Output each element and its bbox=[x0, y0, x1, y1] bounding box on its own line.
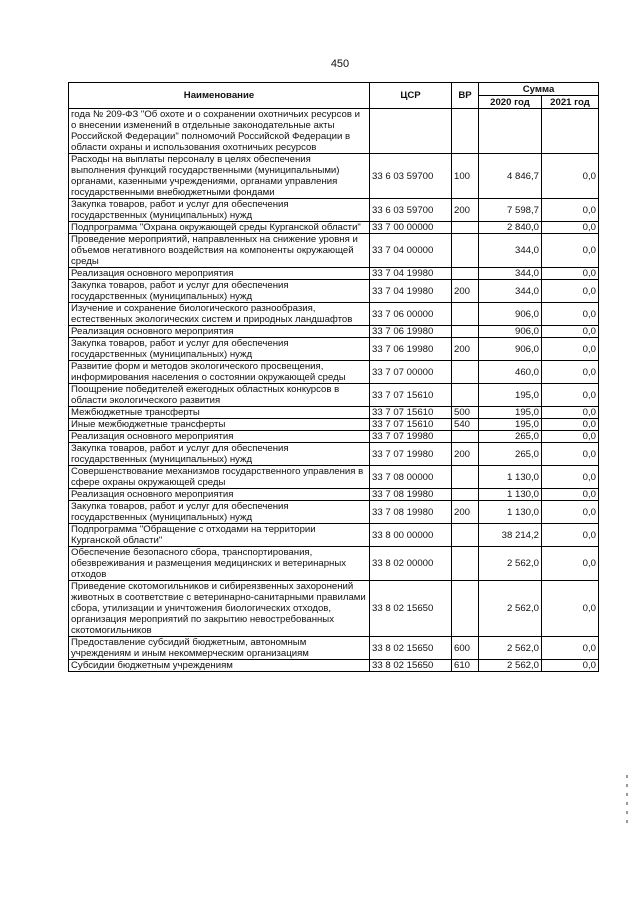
header-sum: Сумма bbox=[479, 83, 599, 96]
cell-2020: 344,0 bbox=[479, 268, 542, 280]
cell-2021: 0,0 bbox=[542, 637, 599, 660]
cell-2021: 0,0 bbox=[542, 489, 599, 501]
cell-2020 bbox=[479, 109, 542, 154]
cell-name: Реализация основного мероприятия bbox=[69, 489, 370, 501]
cell-2020: 4 846,7 bbox=[479, 154, 542, 199]
cell-2021: 0,0 bbox=[542, 361, 599, 384]
cell-name: Закупка товаров, работ и услуг для обеспечения государственных (муниципальных) нужд bbox=[69, 443, 370, 466]
table-row bbox=[69, 443, 599, 466]
cell-2020: 7 598,7 bbox=[479, 199, 542, 222]
cell-csr: 33 7 04 19980 bbox=[370, 280, 452, 303]
table-row bbox=[69, 222, 599, 234]
cell-vr bbox=[452, 431, 479, 443]
cell-2020: 906,0 bbox=[479, 326, 542, 338]
cell-csr: 33 6 03 59700 bbox=[370, 199, 452, 222]
cell-name: Иные межбюджетные трансферты bbox=[69, 419, 370, 431]
cell-2020: 2 562,0 bbox=[479, 637, 542, 660]
cell-2020: 195,0 bbox=[479, 419, 542, 431]
table-row bbox=[69, 338, 599, 361]
cell-2021: 0,0 bbox=[542, 384, 599, 407]
cell-name: Подпрограмма "Обращение с отходами на территории Курганской области" bbox=[69, 524, 370, 547]
cell-vr bbox=[452, 303, 479, 326]
table-row bbox=[69, 303, 599, 326]
cell-name: Реализация основного мероприятия bbox=[69, 268, 370, 280]
table-row bbox=[69, 501, 599, 524]
table-row bbox=[69, 234, 599, 268]
cell-2020: 2 562,0 bbox=[479, 547, 542, 581]
cell-vr: 200 bbox=[452, 338, 479, 361]
cell-2020: 2 562,0 bbox=[479, 581, 542, 637]
cell-name: Подпрограмма "Охрана окружающей среды Курганской области" bbox=[69, 222, 370, 234]
cell-2021: 0,0 bbox=[542, 280, 599, 303]
cell-csr: 33 6 03 59700 bbox=[370, 154, 452, 199]
cell-2021: 0,0 bbox=[542, 303, 599, 326]
cell-csr: 33 7 00 00000 bbox=[370, 222, 452, 234]
cell-2021: 0,0 bbox=[542, 154, 599, 199]
cell-vr bbox=[452, 361, 479, 384]
cell-name: Межбюджетные трансферты bbox=[69, 407, 370, 419]
cell-vr bbox=[452, 326, 479, 338]
cell-2020: 906,0 bbox=[479, 303, 542, 326]
cell-vr: 200 bbox=[452, 443, 479, 466]
cell-csr: 33 7 04 00000 bbox=[370, 234, 452, 268]
cell-2021: 0,0 bbox=[542, 407, 599, 419]
cell-name: Предоставление субсидий бюджетным, автономным учреждениям и иным некоммерческим организациям bbox=[69, 637, 370, 660]
cell-csr: 33 8 02 15650 bbox=[370, 581, 452, 637]
table-row bbox=[69, 326, 599, 338]
cell-csr: 33 7 06 19980 bbox=[370, 326, 452, 338]
header-2020: 2020 год bbox=[479, 96, 542, 109]
cell-2020: 195,0 bbox=[479, 384, 542, 407]
cell-2020: 1 130,0 bbox=[479, 501, 542, 524]
cell-2020: 2 840,0 bbox=[479, 222, 542, 234]
cell-2021: 0,0 bbox=[542, 268, 599, 280]
cell-name: Расходы на выплаты персоналу в целях обеспечения выполнения функций государственными (муниципальными) органами, казенными учреждениями, органами управления государственными внебюджетными фондами bbox=[69, 154, 370, 199]
cell-name: Реализация основного мероприятия bbox=[69, 326, 370, 338]
cell-vr: 200 bbox=[452, 199, 479, 222]
cell-name: Совершенствование механизмов государственного управления в сфере охраны окружающей среды bbox=[69, 466, 370, 489]
cell-vr bbox=[452, 384, 479, 407]
cell-csr: 33 7 07 15610 bbox=[370, 407, 452, 419]
cell-2020: 344,0 bbox=[479, 280, 542, 303]
cell-csr: 33 8 02 15650 bbox=[370, 637, 452, 660]
cell-2020: 906,0 bbox=[479, 338, 542, 361]
table-row bbox=[69, 431, 599, 443]
cell-2020: 344,0 bbox=[479, 234, 542, 268]
cell-vr: 100 bbox=[452, 154, 479, 199]
cell-name: Проведение мероприятий, направленных на снижение уровня и объемов негативного воздействия на компоненты окружающей среды bbox=[69, 234, 370, 268]
table-row bbox=[69, 154, 599, 199]
cell-csr: 33 8 02 00000 bbox=[370, 547, 452, 581]
cell-vr bbox=[452, 234, 479, 268]
cell-2020: 460,0 bbox=[479, 361, 542, 384]
cell-name: Закупка товаров, работ и услуг для обеспечения государственных (муниципальных) нужд bbox=[69, 280, 370, 303]
cell-vr: 200 bbox=[452, 280, 479, 303]
page-number: 450 bbox=[330, 58, 350, 70]
cell-vr: 500 bbox=[452, 407, 479, 419]
cell-2021: 0,0 bbox=[542, 466, 599, 489]
cell-vr bbox=[452, 109, 479, 154]
cell-csr: 33 7 07 00000 bbox=[370, 361, 452, 384]
cell-csr: 33 7 04 19980 bbox=[370, 268, 452, 280]
cell-2021: 0,0 bbox=[542, 234, 599, 268]
cell-csr: 33 7 06 19980 bbox=[370, 338, 452, 361]
header-2021: 2021 год bbox=[542, 96, 599, 109]
cell-2021: 0,0 bbox=[542, 501, 599, 524]
cell-csr: 33 7 07 19980 bbox=[370, 443, 452, 466]
table-row bbox=[69, 524, 599, 547]
cell-name: Закупка товаров, работ и услуг для обеспечения государственных (муниципальных) нужд bbox=[69, 199, 370, 222]
cell-vr bbox=[452, 222, 479, 234]
table-row bbox=[69, 268, 599, 280]
cell-name: Закупка товаров, работ и услуг для обеспечения государственных (муниципальных) нужд bbox=[69, 338, 370, 361]
cell-name: года № 209-ФЗ "Об охоте и о сохранении охотничьих ресурсов и о внесении изменений в отдельные законодательные акты Российской Федерации" полномочий Российской Федерации в области охраны и использования охотничьих ресурсов bbox=[69, 109, 370, 154]
header-vr: ВР bbox=[452, 83, 479, 109]
header-csr: ЦСР bbox=[370, 83, 452, 109]
cell-vr: 200 bbox=[452, 501, 479, 524]
cell-vr: 610 bbox=[452, 660, 479, 672]
cell-vr bbox=[452, 268, 479, 280]
cell-csr: 33 8 02 15650 bbox=[370, 660, 452, 672]
cell-2020: 195,0 bbox=[479, 407, 542, 419]
table-row bbox=[69, 109, 599, 154]
budget-table bbox=[68, 82, 599, 672]
table-row bbox=[69, 280, 599, 303]
cell-2021: 0,0 bbox=[542, 524, 599, 547]
cell-name: Поощрение победителей ежегодных областных конкурсов в области экологического развития bbox=[69, 384, 370, 407]
cell-vr: 540 bbox=[452, 419, 479, 431]
cell-name: Приведение скотомогильников и сибиреязвенных захоронений животных в соответствие с ветеринарно-санитарными правилами сбора, утилизации и уничтожения биологических отходов, организация мероприятий по закрытию невостребованных скотомогильников bbox=[69, 581, 370, 637]
cell-name: Закупка товаров, работ и услуг для обеспечения государственных (муниципальных) нужд bbox=[69, 501, 370, 524]
table-body bbox=[69, 109, 599, 672]
cell-csr: 33 7 07 15610 bbox=[370, 419, 452, 431]
cell-csr: 33 7 07 19980 bbox=[370, 431, 452, 443]
header-name: Наименование bbox=[69, 83, 370, 109]
cell-2021: 0,0 bbox=[542, 199, 599, 222]
cell-2020: 2 562,0 bbox=[479, 660, 542, 672]
cell-2020: 1 130,0 bbox=[479, 466, 542, 489]
cell-csr: 33 8 00 00000 bbox=[370, 524, 452, 547]
cell-name: Реализация основного мероприятия bbox=[69, 431, 370, 443]
table-row bbox=[69, 466, 599, 489]
cell-vr bbox=[452, 581, 479, 637]
cell-name: Развитие форм и методов экологического просвещения, информирования населения о состоянии окружающей среды bbox=[69, 361, 370, 384]
cell-2020: 265,0 bbox=[479, 431, 542, 443]
cell-csr: 33 7 08 19980 bbox=[370, 489, 452, 501]
cell-2020: 1 130,0 bbox=[479, 489, 542, 501]
cell-name: Субсидии бюджетным учреждениям bbox=[69, 660, 370, 672]
cell-2021: 0,0 bbox=[542, 419, 599, 431]
table-row bbox=[69, 407, 599, 419]
cell-2020: 265,0 bbox=[479, 443, 542, 466]
cell-vr bbox=[452, 547, 479, 581]
cell-2021: 0,0 bbox=[542, 660, 599, 672]
cell-2021: 0,0 bbox=[542, 222, 599, 234]
cell-vr bbox=[452, 489, 479, 501]
cell-2021: 0,0 bbox=[542, 431, 599, 443]
table-row bbox=[69, 547, 599, 581]
cell-vr bbox=[452, 524, 479, 547]
cell-vr: 600 bbox=[452, 637, 479, 660]
cell-2021: 0,0 bbox=[542, 581, 599, 637]
cell-name: Изучение и сохранение биологического разнообразия, естественных экологических систем и природных ландшафтов bbox=[69, 303, 370, 326]
cell-2021: 0,0 bbox=[542, 338, 599, 361]
cell-csr bbox=[370, 109, 452, 154]
table-row bbox=[69, 199, 599, 222]
cell-2021: 0,0 bbox=[542, 547, 599, 581]
cell-vr bbox=[452, 466, 479, 489]
cell-csr: 33 7 08 19980 bbox=[370, 501, 452, 524]
cell-2021: 0,0 bbox=[542, 443, 599, 466]
table-row bbox=[69, 637, 599, 660]
table-row bbox=[69, 660, 599, 672]
table-row bbox=[69, 361, 599, 384]
cell-csr: 33 7 07 15610 bbox=[370, 384, 452, 407]
cell-csr: 33 7 08 00000 bbox=[370, 466, 452, 489]
table-row bbox=[69, 489, 599, 501]
cell-2021 bbox=[542, 109, 599, 154]
margin-marks bbox=[626, 775, 630, 845]
table-row bbox=[69, 581, 599, 637]
cell-csr: 33 7 06 00000 bbox=[370, 303, 452, 326]
table-row bbox=[69, 384, 599, 407]
cell-2021: 0,0 bbox=[542, 326, 599, 338]
cell-2020: 38 214,2 bbox=[479, 524, 542, 547]
table-row bbox=[69, 419, 599, 431]
cell-name: Обеспечение безопасного сбора, транспортирования, обезвреживания и размещения медицинских и ветеринарных отходов bbox=[69, 547, 370, 581]
